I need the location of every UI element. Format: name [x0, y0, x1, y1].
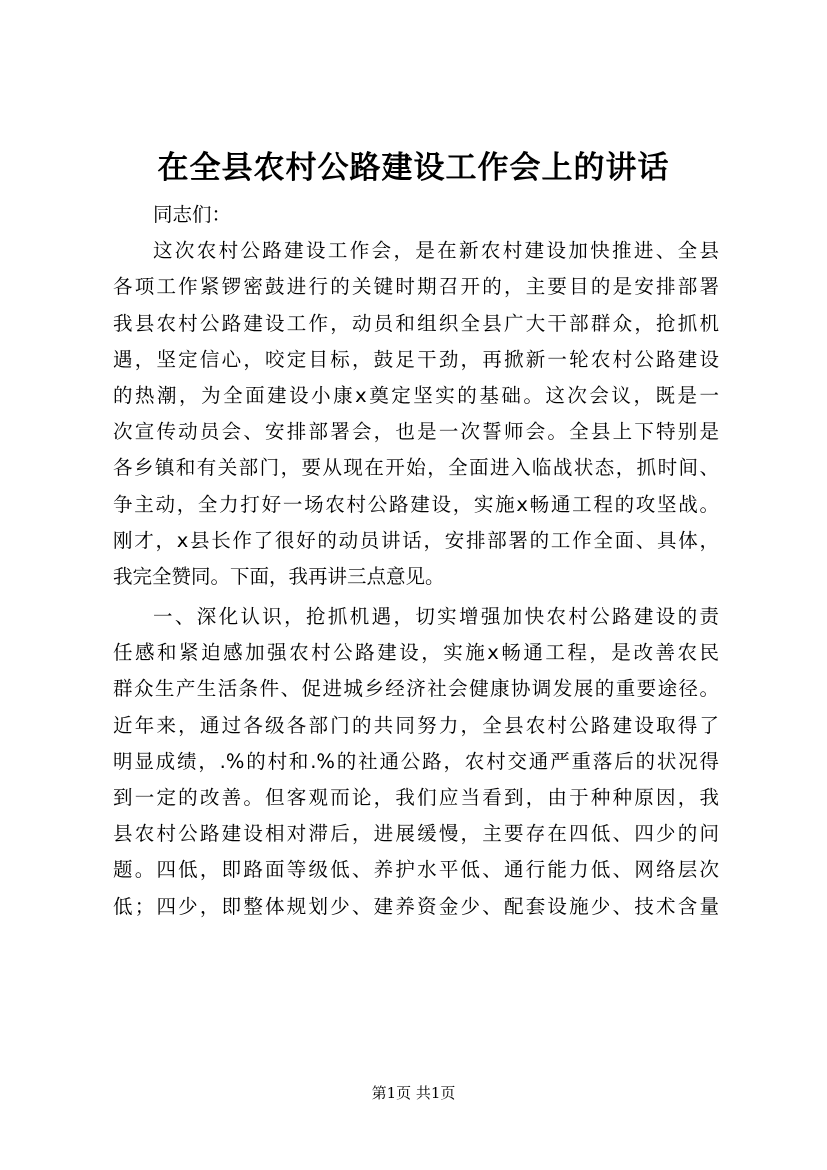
page-footer: 第1页 共1页	[371, 1084, 456, 1102]
paragraph-line: 低；四少，即整体规划少、建养资金少、配套设施少、技术含量	[113, 894, 719, 918]
paragraph-line: 近年来，通过各级各部门的共同努力，全县农村公路建设取得了	[113, 713, 719, 737]
paragraph-line: 的热潮，为全面建设小康x奠定坚实的基础。这次会议，既是一	[113, 383, 719, 407]
paragraph-line: 这次农村公路建设工作会，是在新农村建设加快推进、全县	[153, 239, 719, 263]
salutation: 同志们：	[153, 203, 232, 226]
paragraph-line: 我县农村公路建设工作，动员和组织全县广大干部群众，抢抓机	[113, 311, 719, 335]
paragraph-line: 各项工作紧锣密鼓进行的关键时期召开的，主要目的是安排部署	[113, 275, 719, 299]
paragraph-line: 刚才，x县长作了很好的动员讲话，安排部署的工作全面、具体，	[113, 528, 719, 552]
paragraph-line: 一、深化认识，抢抓机遇，切实增强加快农村公路建设的责	[153, 605, 719, 629]
paragraph-line: 群众生产生活条件、促进城乡经济社会健康协调发展的重要途径。	[113, 677, 719, 701]
paragraph-line: 题。四低，即路面等级低、养护水平低、通行能力低、网络层次	[113, 858, 719, 882]
paragraph-line: 任感和紧迫感加强农村公路建设，实施x畅通工程，是改善农民	[113, 641, 719, 665]
paragraph-line: 到一定的改善。但客观而论，我们应当看到，由于种种原因，我	[113, 786, 719, 809]
paragraph-2	[113, 599, 719, 925]
paragraph-line: 遇，坚定信心，咬定目标，鼓足干劲，再掀新一轮农村公路建设	[113, 347, 719, 371]
document-title: 在全县农村公路建设工作会上的讲话	[157, 150, 670, 186]
document-body	[113, 197, 719, 925]
paragraph-line: 次宣传动员会、安排部署会，也是一次誓师会。全县上下特别是	[113, 420, 719, 444]
paragraph-line: 争主动，全力打好一场农村公路建设，实施x畅通工程的攻坚战。	[113, 492, 719, 516]
paragraph-line: 我完全赞同。下面，我再讲三点意见。	[113, 564, 445, 588]
paragraph-1	[113, 233, 719, 595]
paragraph-line: 县农村公路建设相对滞后，进展缓慢，主要存在四低、四少的问	[113, 822, 719, 846]
paragraph-line: 明显成绩，.%的村和.%的社通公路，农村交通严重落后的状况得	[113, 749, 719, 773]
paragraph-line: 各乡镇和有关部门，要从现在开始，全面进入临战状态，抓时间、	[113, 456, 719, 480]
